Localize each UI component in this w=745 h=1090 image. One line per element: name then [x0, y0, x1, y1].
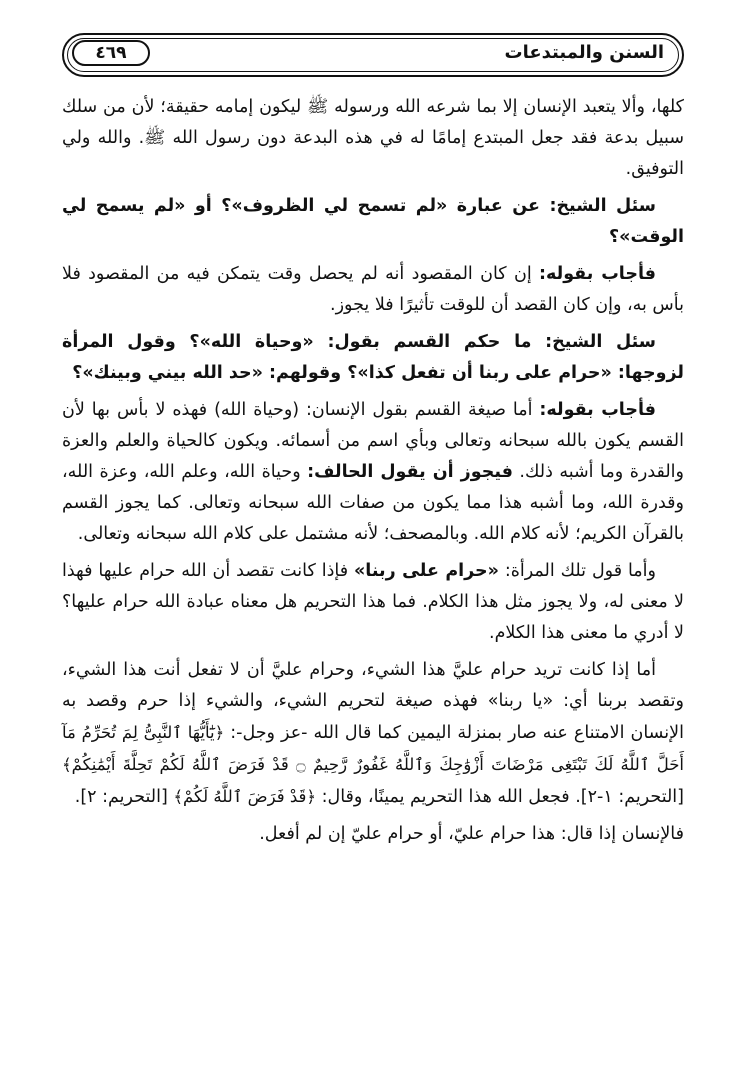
question-2: سئل الشيخ: ما حكم القسم بقول: «وحياة الله»؟ وقول المرأة لزوجها: «حرام على ربنا أن تفعل كذا»؟ وقولهم: «حد الله بيني وبينك»؟ — [62, 332, 684, 383]
verse-reference-1: [التحريم: ١-٢]. فجعل الله هذا التحريم يمينًا، وقال: — [316, 787, 684, 807]
paragraph-4 — [62, 655, 684, 813]
paragraph-3 — [62, 556, 684, 649]
paragraph-3-a: وأما قول تلك المرأة: — [498, 561, 656, 581]
answer-2-lead: فأجاب بقوله: — [539, 400, 657, 420]
answer-2-text-2: وحياة الله، وعلم الله، وعزة الله، وقدرة الله، وما أشبه هذا مما يكون من صفات الله سبحانه وتعالى. كما يجوز القسم بالقرآن الكريم؛ لأنه كلام الله. وبالمصحف؛ لأنه مشتمل على كلام الله سبحانه وتعالى. — [62, 462, 684, 544]
page-body — [62, 92, 684, 856]
paragraph-4-a: أما إذا كانت تريد حرام عليَّ هذا الشيء، وحرام عليَّ أن لا تفعل أنت هذا الشيء، وتقصد بربنا أي: «يا ربنا» فهذه صيغة لتحريم الشيء، والشيء إذا حرم وقصد به الإنسان الامتناع عنه صار بمنزلة اليمين كما قال الله -عز وجل-: — [62, 660, 684, 743]
paragraph-1: كلها، وألا يتعبد الإنسان إلا بما شرعه الله ورسوله ﷺ ليكون إمامه حقيقة؛ لأن من سلك سبيل بدعة فقد جعل المبتدع إمامًا له في هذه البدعة دون رسول الله ﷺ. والله ولي التوفيق. — [62, 97, 684, 179]
answer-1-lead: فأجاب بقوله: — [539, 264, 656, 284]
paragraph-3-quote: «حرام على ربنا» — [354, 561, 499, 581]
running-header — [62, 33, 684, 77]
answer-2-bold: فيجوز أن يقول الحالف: — [307, 462, 513, 482]
answer-2-text-1: أما صيغة القسم بقول الإنسان: (وحياة الله) فهذه لا بأس بها لأن القسم يكون بالله سبحانه وتعالى وبأي اسم من أسمائه. ويكون كالحياة والعلم والعزة والقدرة وما أشبه ذلك. — [62, 400, 684, 482]
paragraph-3-b: فإذا كانت تقصد أن الله حرام عليها فهذا لا معنى له، ولا يجوز مثل هذا الكلام. فما هذا التحريم هل معناه عبادة الله حرام عليها؟ لا أدري ما معنى هذا الكلام. — [62, 561, 684, 643]
answer-2 — [62, 395, 684, 550]
book-title: السنن والمبتدعات — [504, 42, 664, 63]
answer-1 — [62, 259, 684, 321]
quran-verse-1: ﴿يَٰٓأَيُّهَا ٱلنَّبِىُّ لِمَ تُحَرِّمُ مَآ أَحَلَّ ٱللَّهُ لَكَ تَبْتَغِى مَرْضَاتَ أَزْوَٰجِكَ وَٱللَّهُ غَفُورٌ رَّحِيمٌ ۝ قَدْ فَرَضَ ٱللَّهُ لَكُمْ تَحِلَّةَ أَيْمَٰنِكُمْ﴾ — [62, 723, 684, 774]
paragraph-5: فالإنسان إذا قال: هذا حرام عليّ، أو حرام عليّ إن لم أفعل. — [259, 824, 684, 844]
verse-reference-2: [التحريم: ٢]. — [74, 787, 174, 807]
question-1: سئل الشيخ: عن عبارة «لم تسمح لي الظروف»؟ أو «لم يسمح لي الوقت»؟ — [62, 196, 684, 247]
page-number: ٤٦٩ — [72, 40, 150, 66]
answer-1-text: إن كان المقصود أنه لم يحصل وقت يتمكن فيه من المقصود فلا بأس به، وإن كان القصد أن للوقت تأثيرًا فلا يجوز. — [62, 264, 684, 315]
quran-verse-2: ﴿قَدْ فَرَضَ ٱللَّهُ لَكُمْ﴾ — [173, 787, 317, 806]
